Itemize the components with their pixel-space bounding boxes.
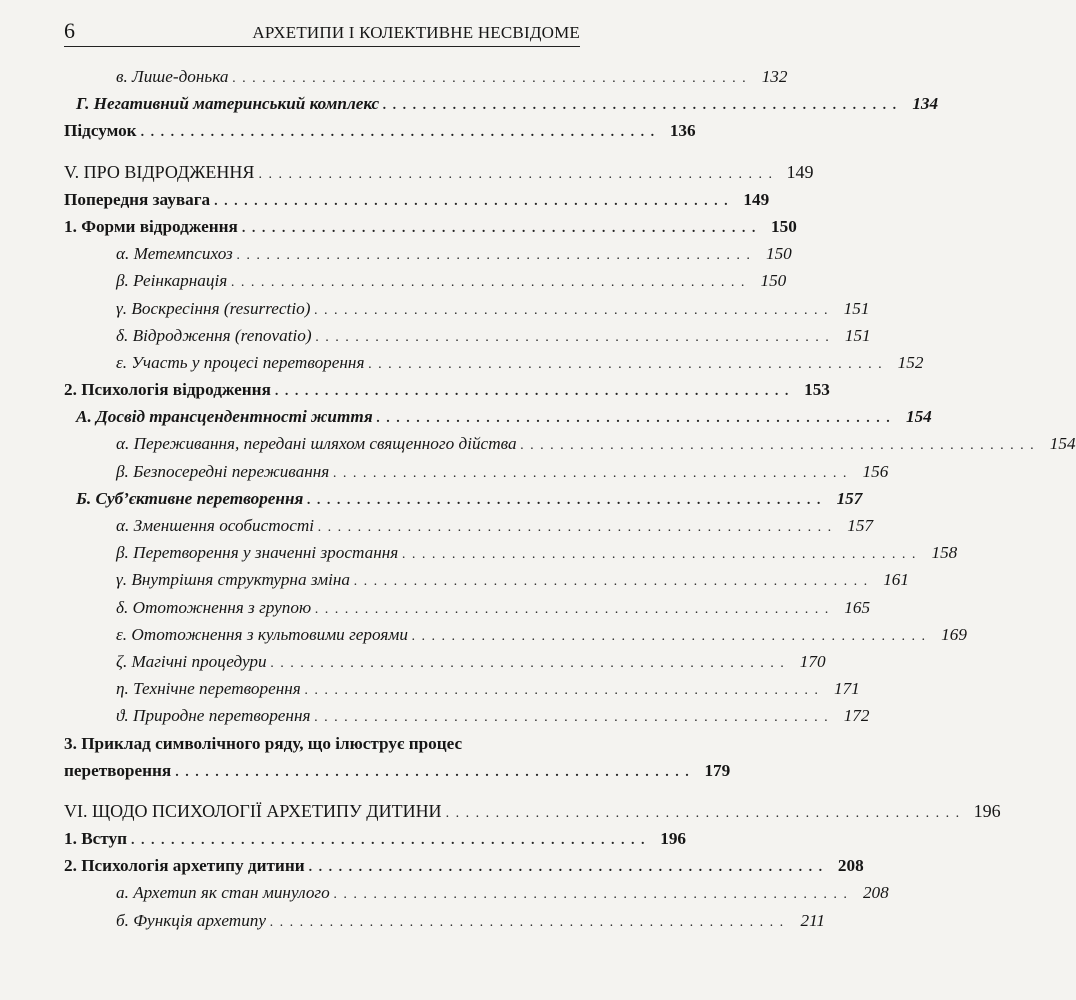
running-title: АРХЕТИПИ І КОЛЕКТИВНЕ НЕСВІДОМЕ (252, 23, 580, 42)
toc-entry-title: ϑ. Природне перетворення (116, 706, 311, 726)
toc-leader-dots: . . . . . . . . . . . . . . . . . . . . . . . . . . . . . . . . . . . . . . . . . . . . . . . . . . . . (140, 125, 656, 141)
toc-entry-title: β. Перетворення у значенні зростання (116, 543, 399, 563)
toc-entry-page: 152 (897, 352, 924, 372)
toc-entry-title: Б. Суб’єктивне перетворення (76, 488, 304, 508)
toc-leader-dots: . . . . . . . . . . . . . . . . . . . . . . . . . . . . . . . . . . . . . . . . . . . . . . . . . . . . (383, 98, 899, 114)
toc-leader-dots: . . . . . . . . . . . . . . . . . . . . . . . . . . . . . . . . . . . . . . . . . . . . . . . . . . . . (270, 914, 786, 930)
toc-entry (64, 240, 792, 267)
toc-entry-page: 208 (837, 856, 864, 876)
toc-entry (64, 879, 889, 906)
toc-entry-multiline (64, 730, 731, 784)
toc-entry-page: 170 (799, 651, 826, 671)
toc-entry (64, 675, 860, 702)
toc-entry-page: 151 (844, 325, 871, 345)
toc-entry-page: 150 (760, 271, 787, 291)
table-of-contents (64, 63, 1076, 934)
section-gap (64, 784, 580, 798)
toc-leader-dots: . . . . . . . . . . . . . . . . . . . . . . . . . . . . . . . . . . . . . . . . . . . . . . . . . . . . (318, 520, 834, 535)
toc-entry-title: ε. Ототожнення з культовими героями (116, 624, 408, 644)
toc-leader-dots: . . . . . . . . . . . . . . . . . . . . . . . . . . . . . . . . . . . . . . . . . . . . . . . . . . . . (241, 220, 757, 236)
toc-leader-dots: . . . . . . . . . . . . . . . . . . . . . . . . . . . . . . . . . . . . . . . . . . . . . . . . . . . . (236, 248, 752, 264)
toc-entry-title: β. Реінкарнація (116, 271, 228, 291)
toc-entry-page: 149 (786, 161, 814, 182)
toc-entry-title: 1. Форми відродження (64, 216, 238, 236)
toc-entry-page: 196 (660, 829, 686, 849)
toc-leader-dots: . . . . . . . . . . . . . . . . . . . . . . . . . . . . . . . . . . . . . . . . . . . . . . . . . . . . (314, 302, 830, 318)
toc-entry (64, 117, 696, 144)
toc-entry (64, 485, 863, 512)
toc-entry-title: VI. ЩОДО ПСИХОЛОГІЇ АРХЕТИПУ ДИТИНИ (64, 800, 442, 821)
toc-entry-title: γ. Воскресіння (resurrectio) (116, 298, 311, 318)
toc-entry-title: б. Функція архетипу (116, 910, 267, 930)
toc-entry-page: 179 (704, 760, 731, 780)
toc-entry (64, 512, 874, 539)
toc-entry-page: 157 (836, 488, 863, 508)
page-number: 6 (64, 18, 75, 43)
toc-entry (64, 322, 871, 349)
toc-leader-dots: . . . . . . . . . . . . . . . . . . . . . . . . . . . . . . . . . . . . . . . . . . . . . . . . . . . . (314, 710, 830, 726)
toc-entry-page: 150 (765, 244, 792, 264)
toc-entry (64, 267, 787, 294)
toc-entry-title: 2. Психологія відродження (64, 380, 271, 400)
toc-entry-title: Підсумок (64, 121, 137, 141)
toc-entry-page: 136 (669, 121, 696, 141)
toc-entry-continuation (64, 757, 731, 784)
toc-entry-page: 171 (833, 679, 860, 699)
toc-entry-page: 172 (843, 706, 870, 726)
toc-leader-dots: . . . . . . . . . . . . . . . . . . . . . . . . . . . . . . . . . . . . . . . . . . . . . . . . . . . . (270, 655, 786, 671)
toc-entry (64, 213, 797, 240)
toc-leader-dots: . . . . . . . . . . . . . . . . . . . . . . . . . . . . . . . . . . . . . . . . . . . . . . . . . . . . (131, 833, 646, 849)
toc-leader-dots: . . . . . . . . . . . . . . . . . . . . . . . . . . . . . . . . . . . . . . . . . . . . . . . . . . . . (402, 547, 918, 563)
toc-entry (64, 539, 958, 566)
toc-entry-title: А. Досвід трансцендентності життя (76, 407, 373, 427)
toc-entry-page: 169 (941, 624, 967, 644)
toc-entry (64, 621, 967, 648)
toc-entry-title: 1. Вступ (64, 829, 127, 849)
toc-entry-page: 196 (973, 800, 1001, 821)
toc-entry-page: 149 (743, 189, 770, 209)
toc-entry-page: 151 (843, 298, 870, 318)
toc-entry (64, 430, 1076, 457)
toc-leader-dots: . . . . . . . . . . . . . . . . . . . . . . . . . . . . . . . . . . . . . . . . . . . . . . . . . . . . (353, 574, 869, 590)
toc-entry-page: 134 (912, 94, 939, 114)
toc-leader-dots: . . . . . . . . . . . . . . . . . . . . . . . . . . . . . . . . . . . . . . . . . . . . . . . . . . . . (308, 860, 824, 876)
toc-leader-dots: . . . . . . . . . . . . . . . . . . . . . . . . . . . . . . . . . . . . . . . . . . . . . . . . . . . . (258, 166, 774, 182)
toc-entry-title: α. Переживання, передані шляхом священного дійства (116, 434, 517, 454)
page-header (64, 20, 580, 47)
toc-entry-title-line1: 3. Приклад символічного ряду, що ілюструє процес (64, 733, 463, 753)
toc-entry-page: 150 (771, 216, 797, 236)
toc-leader-dots: . . . . . . . . . . . . . . . . . . . . . . . . . . . . . . . . . . . . . . . . . . . . . . . . . . . . (315, 601, 831, 617)
toc-entry (64, 295, 870, 322)
toc-entry (64, 376, 830, 403)
toc-entry-title: η. Технічне перетворення (116, 679, 301, 699)
toc-entry (64, 349, 924, 376)
toc-entry-page: 153 (804, 380, 830, 400)
toc-entry (64, 90, 939, 117)
toc-leader-dots: . . . . . . . . . . . . . . . . . . . . . . . . . . . . . . . . . . . . . . . . . . . . . . . . . . . . (232, 71, 748, 86)
toc-entry-title: ε. Участь у процесі перетворення (116, 352, 365, 372)
toc-entry (64, 403, 932, 430)
toc-leader-dots: . . . . . . . . . . . . . . . . . . . . . . . . . . . . . . . . . . . . . . . . . . . . . . . . . . . . (274, 384, 790, 400)
toc-leader-dots: . . . . . . . . . . . . . . . . . . . . . . . . . . . . . . . . . . . . . . . . . . . . . . . . . . . . (231, 275, 747, 291)
toc-entry-page: 154 (905, 407, 932, 427)
toc-entry-page: 165 (844, 597, 871, 617)
toc-leader-dots: . . . . . . . . . . . . . . . . . . . . . . . . . . . . . . . . . . . . . . . . . . . . . . . . . . . . (376, 411, 892, 427)
toc-entry-page: 156 (862, 461, 889, 481)
toc-entry-title: Г. Негативний материнський комплекс (76, 94, 380, 114)
toc-leader-dots: . . . . . . . . . . . . . . . . . . . . . . . . . . . . . . . . . . . . . . . . . . . . . . . . . . . . (333, 465, 849, 481)
toc-leader-dots: . . . . . . . . . . . . . . . . . . . . . . . . . . . . . . . . . . . . . . . . . . . . . . . . . . . . (175, 764, 691, 780)
toc-leader-dots: . . . . . . . . . . . . . . . . . . . . . . . . . . . . . . . . . . . . . . . . . . . . . . . . . . . . (411, 628, 927, 644)
toc-leader-dots: . . . . . . . . . . . . . . . . . . . . . . . . . . . . . . . . . . . . . . . . . . . . . . . . . . . . (520, 438, 1036, 454)
toc-entry-title: ζ. Магічні процедури (116, 651, 267, 671)
toc-entry-page: 154 (1049, 434, 1076, 454)
section-gap (64, 145, 580, 159)
toc-section-heading (64, 159, 814, 186)
toc-leader-dots: . . . . . . . . . . . . . . . . . . . . . . . . . . . . . . . . . . . . . . . . . . . . . . . . . . . . (368, 356, 884, 372)
toc-entry-title: α. Метемпсихоз (116, 244, 233, 264)
toc-entry-title: 2. Психологія архетипу дитини (64, 856, 305, 876)
toc-entry (64, 186, 770, 213)
toc-entry (64, 907, 826, 934)
toc-entry-title: δ. Відродження (renovatio) (116, 325, 312, 345)
toc-entry (64, 648, 826, 675)
toc-leader-dots: . . . . . . . . . . . . . . . . . . . . . . . . . . . . . . . . . . . . . . . . . . . . . . . . . . . . (304, 683, 820, 699)
toc-entry-page: 208 (862, 883, 889, 903)
toc-entry-page: 157 (847, 516, 874, 535)
toc-entry (64, 63, 788, 90)
toc-entry-title: а. Архетип як стан минулого (116, 883, 330, 903)
toc-entry-title-line2: перетворення (64, 760, 172, 780)
toc-leader-dots: . . . . . . . . . . . . . . . . . . . . . . . . . . . . . . . . . . . . . . . . . . . . . . . . . . . . (315, 329, 831, 345)
toc-leader-dots: . . . . . . . . . . . . . . . . . . . . . . . . . . . . . . . . . . . . . . . . . . . . . . . . . . . . (307, 492, 823, 508)
toc-entry (64, 852, 864, 879)
toc-leader-dots: . . . . . . . . . . . . . . . . . . . . . . . . . . . . . . . . . . . . . . . . . . . . . . . . . . . . (333, 887, 849, 903)
toc-entry-title: β. Безпосередні переживання (116, 461, 330, 481)
toc-entry (64, 702, 870, 729)
toc-entry-page: 161 (883, 570, 909, 590)
toc-leader-dots: . . . . . . . . . . . . . . . . . . . . . . . . . . . . . . . . . . . . . . . . . . . . . . . . . . . . (214, 193, 730, 209)
toc-entry-page: 132 (761, 67, 788, 86)
toc-entry-title: Попередня заувага (64, 189, 211, 209)
toc-entry (64, 825, 686, 852)
toc-entry-title: α. Зменшення особистості (116, 516, 315, 535)
toc-leader-dots: . . . . . . . . . . . . . . . . . . . . . . . . . . . . . . . . . . . . . . . . . . . . . . . . . . . . (445, 805, 961, 821)
toc-entry-page: 211 (800, 910, 826, 930)
toc-entry-title: γ. Внутрішня структурна зміна (116, 570, 350, 590)
toc-entry (64, 566, 909, 593)
toc-entry-title: δ. Ототожнення з групою (116, 597, 312, 617)
toc-entry-page: 158 (931, 543, 958, 563)
toc-entry (64, 594, 871, 621)
toc-entry (64, 458, 889, 485)
toc-entry-title: V. ПРО ВІДРОДЖЕННЯ (64, 161, 255, 182)
toc-section-heading (64, 798, 1001, 825)
toc-entry-title: в. Лише-донька (116, 67, 229, 86)
